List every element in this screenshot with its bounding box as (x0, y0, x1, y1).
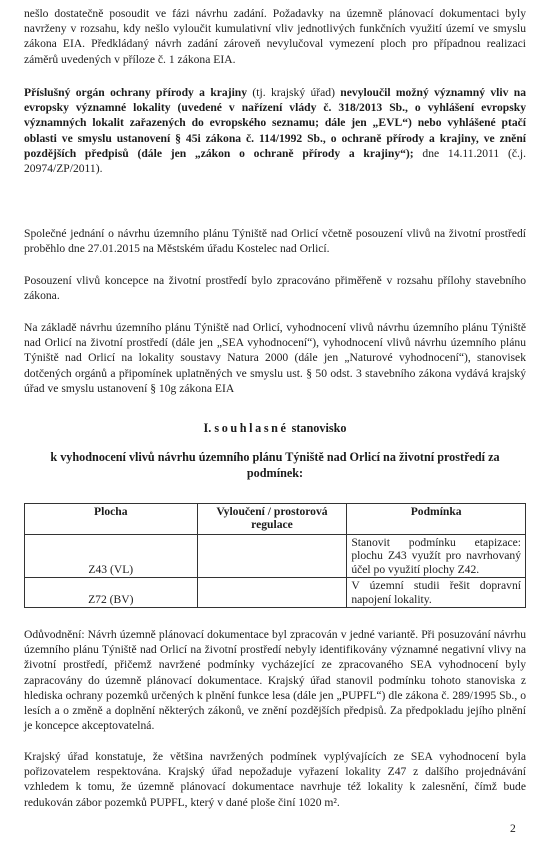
paragraph-nature-authority (24, 85, 526, 176)
column-header-podminka: Podmínka (347, 504, 526, 535)
page-number: 2 (510, 822, 516, 835)
table-cell-regulace (197, 578, 347, 608)
paragraph-assessment: Posouzení vlivů koncepce na životní prostředí bylo zpracováno přiměřeně v rozsahu přílohy stavebního zákona. (24, 274, 526, 303)
table-row (25, 578, 526, 608)
paragraph-eia-intro: nešlo dostatečně posoudit ve fázi návrhu zadání. Požadavky na územně plánovací dokumentaci byly navrženy v rozsahu, kdy nešlo vyloučit kumulativní vliv jednotlivých funkčních využití území ve smyslu zákona EIA. Předkládaný návrh zadání zároveň nevylučoval vymezení ploch pro případnou realizaci záměrů uvedených v příloze č. 1 zákona EIA. (24, 7, 526, 66)
paragraph-joint-meeting: Společné jednání o návrhu územního plánu Týniště nad Orlicí včetně posouzení vlivů na životní prostředí proběhlo dne 27.01.2015 na Městském úřadu Kostelec nad Orlicí. (24, 227, 526, 256)
subheading-conditions: k vyhodnocení vlivů návrhu územního plánu Týniště nad Orlicí na životní prostředí za podmínek: (50, 450, 500, 480)
paragraph-nature-authority-body: nevyloučil možný významný vliv na evropsky významné lokality (uvedené v nařízení vlády č. 318/2013 Sb., o vyhlášení evropsky významných lokalit zařazených do evropského seznamu; dále jen „EVL“) nebo vyhlášené ptačí oblasti ve smyslu ustanovení § 45i zákona č. 114/1992 Sb., o ochraně přírody a krajiny, ve znění pozdějších předpisů (dále jen „zákon o ochraně přírody a krajiny“); (24, 86, 526, 160)
conditions-table (24, 503, 526, 608)
paragraph-nature-authority-date: dne 14.11.2011 (č.j. 20974/ZP/2011). (24, 146, 527, 176)
table-cell-plocha: Z72 (BV) (25, 578, 198, 608)
section-heading-spaced: souhlasné (214, 421, 289, 435)
section-heading-numeral: I. (203, 421, 212, 435)
table-header-row (25, 504, 526, 535)
table-cell-plocha: Z43 (VL) (25, 535, 198, 578)
paragraph-basis: Na základě návrhu územního plánu Týniště nad Orlicí, vyhodnocení vlivů návrhu územního plánu Týniště nad Orlicí na životní prostředí (dále jen „SEA vyhodnocení“), vyhodnocení vlivů návrhu územního plánu Týniště nad Orlicí na lokality soustavy Natura 2000 (dále jen „Naturové vyhodnocení“), stanovisek dotčených orgánů a připomínek uplatněných ve smyslu ust. § 50 odst. 3 stavebního zákona vydává krajský úřad ve smyslu ustanovení § 10g zákona EIA (24, 321, 526, 395)
table-cell-podminka: Stanovit podmínku etapizace: plochu Z43 využít pro navrhovaný účel po využití plochy Z42. (347, 535, 526, 578)
section-heading-rest: stanovisko (291, 421, 347, 435)
paragraph-nature-authority-note: (tj. krajský úřad) (247, 86, 341, 99)
table-cell-regulace (197, 535, 347, 578)
table-row (25, 535, 526, 578)
column-header-regulace: Vyloučení / prostorová regulace (197, 504, 347, 535)
paragraph-nature-authority-lead: Příslušný orgán ochrany přírody a krajiny (24, 86, 248, 99)
table-cell-podminka: V územní studii řešit dopravní napojení lokality. (347, 578, 526, 608)
section-heading (24, 420, 526, 436)
paragraph-conclusion: Krajský úřad konstatuje, že většina navržených podmínek vyplývajících ze SEA vyhodnocení byla pořizovatelem respektována. Krajský úřad nepožaduje vyřazení lokality Z47 z dalšího projednávání vzhledem k tomu, že územně plánovací dokumentace navrhuje též lokality k zalesnění, čímž bude redukován zábor pozemků PUPFL, který v dané ploše činí 1020 m². (24, 750, 526, 809)
paragraph-justification: Odůvodnění: Návrh územně plánovací dokumentace byl zpracován v jedné variantě. Při posuzování návrhu územního plánu Týniště nad Orlicí na životní prostředí nebyly identifikovány významné negativní vlivy na životní prostředí, přičemž navržené podmínky vycházející ze zpracovaného SEA vyhodnocení byly zapracovány do územně plánovací dokumentace. Krajský úřad stanovil podmínku tohoto stanoviska z hlediska ochrany pozemků určených k plnění funkce lesa (dále jen „PUPFL“) dle zákona č. 289/1995 Sb., o lesích a o změně a doplnění některých zákonů, ve znění pozdějších předpisů. Za předpokladu jejího plnění je koncepce akceptovatelná. (24, 628, 526, 733)
column-header-plocha: Plocha (25, 504, 198, 535)
